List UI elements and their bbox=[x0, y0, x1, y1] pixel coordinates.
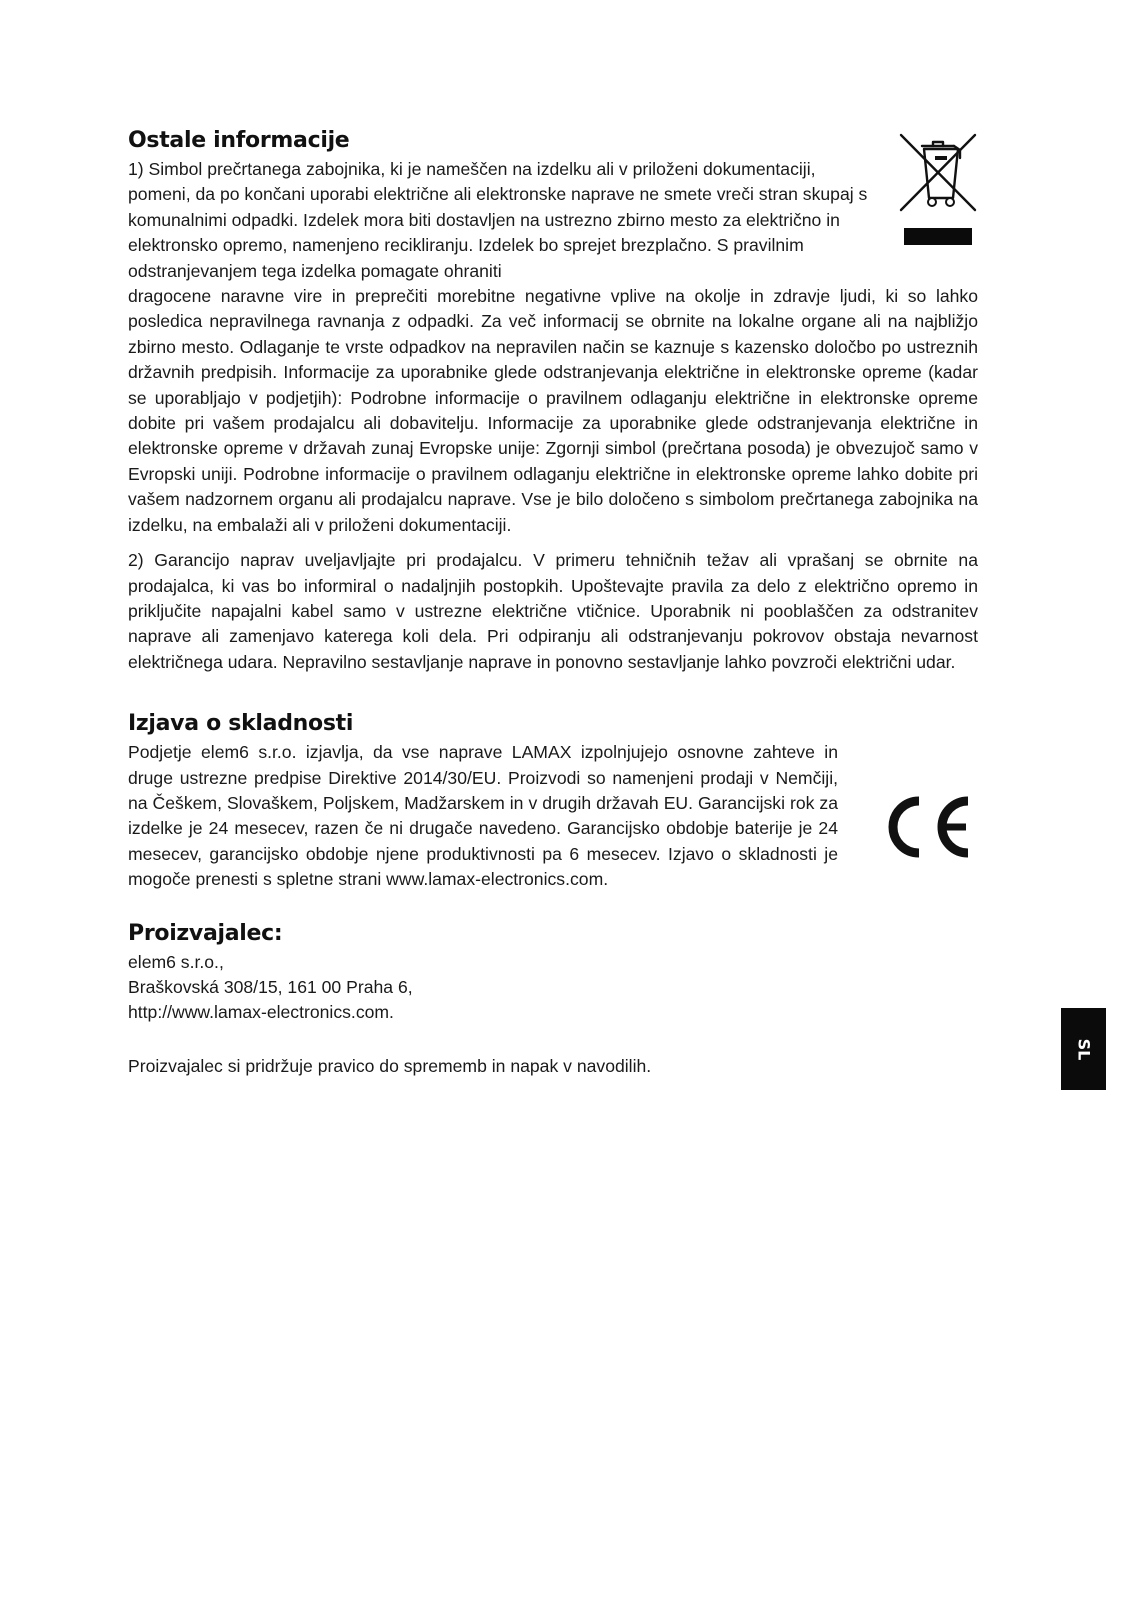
page-content bbox=[128, 128, 978, 1079]
other-info-paragraph-1-wrapped: 1) Simbol prečrtanega zabojnika, ki je nameščen na izdelku ali v priloženi dokumentaciji, pomeni, da po končani uporabi električne ali elektronske naprave ne smete vreči stran skupaj s komunalnimi odpadki. Izdelek mora biti dostavljen na ustrezno zbirno mesto za električno in elektronsko opremo, namenjeno recikliranju. Izdelek bo sprejet brezplačno. S pravilnim odstranjevanjem tega izdelka pomagate ohraniti bbox=[128, 159, 868, 281]
ce-mark-icon bbox=[888, 795, 978, 859]
conformity-heading: Izjava o skladnosti bbox=[128, 711, 354, 737]
manufacturer-address: Braškovská 308/15, 161 00 Praha 6, bbox=[128, 976, 413, 997]
other-info-paragraph-1-continued: dragocene naravne vire in preprečiti morebitne negativne vplive na okolje in zdravje ljudi, ki so lahko posledica nepravilnega ravnanja z odpadki. Za več informacij se obrnite na lokalne organe ali na najbližjo zbirno mesto. Odlaganje te vrste odpadkov na nepravilen način se kaznuje s kazensko določbo po ustreznih državnih predpisih. Informacije za uporabnike glede odstranjevanja električne in elektronske opreme (kadar se uporabljajo v podjetjih): Podrobne informacije o pravilnem odlaganju električne in elektronske opreme dobite pri vašem prodajalcu ali dobavitelju. Informacije za uporabnike glede odstranjevanja električne in elektronske opreme v državah zunaj Evropske unije: Zgornji simbol (prečrtana posoda) je obvezujoč samo v Evropski uniji. Podrobne informacije o pravilnem odlaganju električne in elektronske opreme lahko dobite pri vašem nadzornem organu ali prodajalcu naprave. Vse je bilo določeno s simbolom prečrtanega zabojnika na izdelku, na embalaži ali v priloženi dokumentaciji. bbox=[128, 286, 978, 535]
other-info-section bbox=[128, 128, 978, 675]
crossed-out-wheeled-bin-icon bbox=[898, 132, 978, 247]
other-info-heading: Ostale informacije bbox=[128, 128, 350, 153]
manufacturer-note: Proizvajalec si pridržuje pravico do sprememb in napak v navodilih. bbox=[128, 1055, 652, 1076]
language-tab bbox=[1061, 1008, 1106, 1090]
language-tab-label: SL bbox=[1074, 1038, 1093, 1060]
manufacturer-name: elem6 s.r.o., bbox=[128, 951, 224, 972]
conformity-paragraph: Podjetje elem6 s.r.o. izjavlja, da vse naprave LAMAX izpolnjujejo osnovne zahteve in druge ustrezne predpise Direktive 2014/30/EU. Proizvodi so namenjeni prodaji v Nemčiji, na Češkem, Slovaškem, Poljskem, Madžarskem in v drugih državah EU. Garancijski rok za izdelke je 24 mesecev, razen če ni drugače navedeno. Garancijsko obdobje baterije je 24 mesecev, garancijsko obdobje njene produktivnosti pa 6 mesecev. Izjavo o skladnosti je mogoče prenesti s spletne strani www.lamax-electronics.com. bbox=[128, 742, 838, 890]
conformity-section bbox=[128, 711, 978, 892]
manufacturer-website: http://www.lamax-electronics.com. bbox=[128, 1002, 394, 1023]
other-info-paragraph-2: 2) Garancijo naprav uveljavljajte pri prodajalcu. V primeru tehničnih težav ali vprašanj se obrnite na prodajalca, ki vas bo informiral o nadaljnjih postopkih. Upoštevajte pravila za delo z električno opremo in priključite napajalni kabel samo v ustrezne električne vtičnice. Uporabnik ni pooblaščen za odstranitev naprave ali zamenjavo katerega koli dela. Pri odpiranju ali odstranjevanju pokrovov obstaja nevarnost električnega udara. Nepravilno sestavljanje naprave in ponovno sestavljanje lahko povzroči električni udar. bbox=[128, 550, 978, 672]
manufacturer-heading: Proizvajalec: bbox=[128, 920, 283, 946]
manufacturer-section bbox=[128, 921, 978, 1080]
